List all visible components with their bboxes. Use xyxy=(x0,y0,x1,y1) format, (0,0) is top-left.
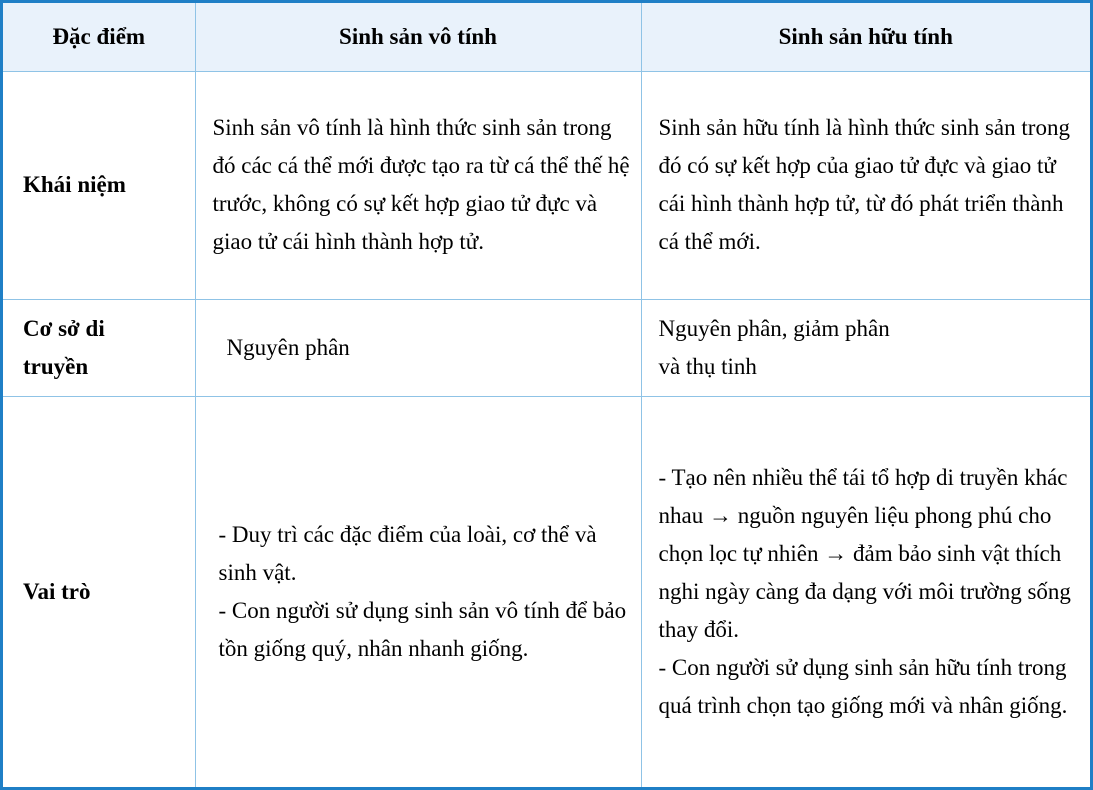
table-row-role xyxy=(3,396,1090,787)
row-label-genetic-basis xyxy=(3,299,195,396)
asexual-genetic-basis-cell xyxy=(195,299,641,396)
table-header-row xyxy=(3,3,1090,71)
asexual-role-point-1: - Duy trì các đặc điểm của loài, cơ thể và sinh vật. xyxy=(218,521,597,585)
asexual-role-cell xyxy=(195,396,641,787)
asexual-concept-text: Sinh sản vô tính là hình thức sinh sản trong đó các cá thể mới được tạo ra từ cá thể thế hệ trước, không có sự kết hợp giao tử đực và giao tử cái hình thành hợp tử. xyxy=(212,115,630,254)
sexual-concept-cell xyxy=(641,71,1090,299)
sexual-genetic-basis-cell xyxy=(641,299,1090,396)
sexual-role-point-1: - Tạo nên nhiều thể tái tổ hợp di truyền khác nhau → nguồn nguyên liệu phong phú cho chọn lọc tự nhiên → đảm bảo sinh vật thích nghi ngày càng đa dạng với môi trường sống thay đổi. xyxy=(658,464,1071,642)
asexual-genetic-basis-text: Nguyên phân xyxy=(226,334,350,360)
sexual-role-point-2: - Con người sử dụng sinh sản hữu tính trong quá trình chọn tạo giống mới và nhân giống. xyxy=(658,654,1068,718)
sexual-role-cell xyxy=(641,396,1090,787)
asexual-concept-cell xyxy=(195,71,641,299)
row-label-genetic-basis-line1: Cơ sở di xyxy=(23,315,105,341)
header-sexual: Sinh sản hữu tính xyxy=(641,3,1090,71)
asexual-role-point-2: - Con người sử dụng sinh sản vô tính để bảo tồn giống quý, nhân nhanh giống. xyxy=(218,597,627,661)
comparison-table xyxy=(3,3,1090,787)
header-feature: Đặc điểm xyxy=(3,3,195,71)
row-label-concept: Khái niệm xyxy=(3,71,195,299)
sexual-concept-text: Sinh sản hữu tính là hình thức sinh sản trong đó có sự kết hợp của giao tử đực và giao tử cái hình thành hợp tử, từ đó phát triển thành cá thể mới. xyxy=(658,115,1070,254)
header-asexual: Sinh sản vô tính xyxy=(195,3,641,71)
table-row-genetic-basis xyxy=(3,299,1090,396)
table-row-concept xyxy=(3,71,1090,299)
sexual-genetic-basis-line2: và thụ tinh xyxy=(658,353,757,379)
row-label-genetic-basis-line2: truyền xyxy=(23,353,89,379)
row-label-role: Vai trò xyxy=(3,396,195,787)
sexual-genetic-basis-line1: Nguyên phân, giảm phân xyxy=(658,315,890,341)
